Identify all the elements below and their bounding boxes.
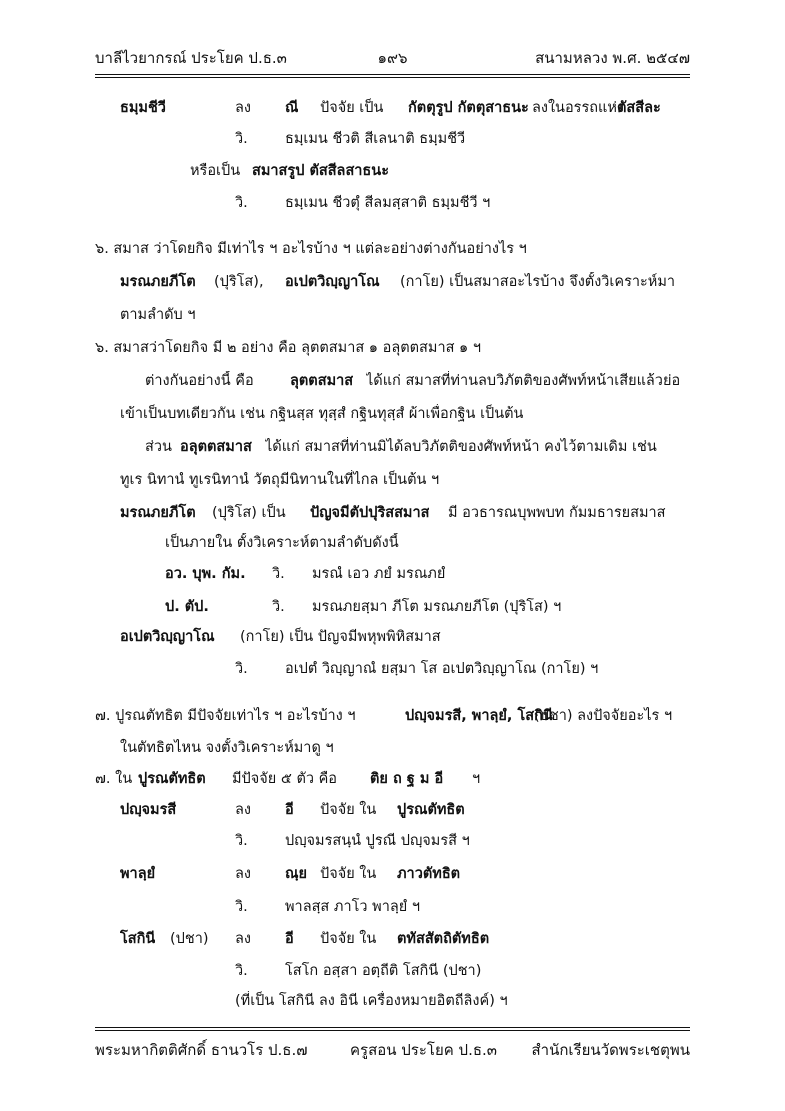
header-left: บาลีไวยากรณ์ ประโยค ป.ธ.๓	[95, 49, 287, 67]
q7-line1-a: ๗. ปูรณตัทธิต มีปัจจัยเท่าไร ฯ อะไรบ้าง ฯ	[95, 708, 356, 724]
b1-vi-2: วิ.	[235, 195, 248, 211]
a7-e1-suffix: อี	[285, 802, 294, 818]
a7-e3-lng: ลง	[235, 931, 251, 947]
header-right: สนามหลวง พ.ศ. ๒๕๔๗	[535, 49, 690, 67]
a7-e2-pc: ปัจจัย ใน	[320, 866, 377, 882]
b1-vi1-text: ธมฺเมน ชีวติ สีเลนาติ ธมฺมชีวี	[285, 131, 466, 147]
b1-alt-b: สมาสรูป ตัสสีลสาธนะ	[252, 163, 389, 179]
a6-p1-line2: เข้าเป็นบทเดียวกัน เช่น กฐินสฺส ทุสฺสํ กฐินทุสฺสํ ผ้าเพื่อกฐิน เป็นต้น	[120, 406, 524, 422]
a7-e2-suffix: ณฺย	[285, 866, 307, 882]
q6-w2-note: (กาโย) เป็นสมาสอะไรบ้าง จึงตั้งวิเคราะห์มา	[400, 274, 676, 290]
a7-line1-a: ๗. ใน	[95, 771, 133, 787]
a7-e3-vi-text: โสโก อสฺสา อตฺถีติ โสกินี (ปชา)	[285, 963, 482, 979]
footer-left: พระมหากิตติศักดิ์ ธานวโร ป.ธ.๗	[95, 1041, 308, 1059]
a7-line1-e: ฯ	[472, 771, 481, 787]
a6-m1: มรณภยภีโต	[120, 505, 196, 521]
q6-line1: ๖. สมาส ว่าโดยกิจ มีเท่าไร ฯ อะไรบ้าง ฯ แต่ละอย่างต่างกันอย่างไร ฯ	[95, 241, 527, 257]
a6-p2-a: ส่วน	[145, 439, 172, 455]
b1-vi2-text: ธมฺเมน ชีวตุํ สีลมสฺสาติ ธมฺมชีวี ฯ	[285, 195, 491, 211]
a7-e3-word: โสกินี	[120, 931, 156, 947]
a6-p1-c: ได้แก่ สมาสที่ท่านลบวิภัตติของศัพท์หน้าเสียแล้วย่อ	[366, 373, 681, 389]
footer-rule-thin	[95, 1027, 690, 1028]
a7-e3-pc: ปัจจัย ใน	[320, 931, 377, 947]
a7-e1-vi: วิ.	[235, 833, 248, 849]
a7-line1-b: ปูรณตัทธิต	[138, 771, 206, 787]
page-number: ๑๙๖	[377, 49, 408, 67]
q7-line1-b: ปญฺจมรสี, พาลฺยํ, โสกินี	[405, 708, 553, 724]
q6-line3: ตามลำดับ ฯ	[120, 307, 196, 323]
a6-m1-d: มี อวธารณบุพพบท กัมมธารยสมาส	[448, 505, 666, 521]
a7-e3-vi: วิ.	[235, 963, 248, 979]
a7-e1-vi-text: ปญฺจมรสนฺนํ ปูรณี ปญฺจมรสี ฯ	[285, 833, 470, 849]
a7-e1-word: ปญฺจมรสี	[120, 802, 177, 818]
q6-w2: อเปตวิญฺญาโณ	[285, 274, 380, 290]
header-rule-thick	[95, 74, 690, 75]
a7-e3-note2: (ที่เป็น โสกินี ลง อินี เครื่องหมายอิตถีลิงค์) ฯ	[235, 993, 508, 1009]
b1-kat-rup: กัตตุรูป กัตตุสาธนะ	[408, 100, 529, 116]
a6-p2-line2: ทูเร นิทานํ ทูเรนิทานํ วัตถุมีนิทานในที่ไกล เป็นต้น ฯ	[120, 472, 440, 488]
q6-w1-note: (ปุริโส),	[214, 274, 264, 290]
a6-m2: อเปตวิญฺญาโณ	[120, 629, 215, 645]
header-rule-thin	[95, 77, 690, 78]
a7-e1-pc: ปัจจัย ใน	[320, 802, 377, 818]
page-header	[95, 48, 690, 70]
a6-m1-line2: เป็นภายใน ตั้งวิเคราะห์ตามลำดับดังนี้	[165, 535, 399, 551]
q7-line2: ในตัทธิตไหน จงตั้งวิเคราะห์มาดู ฯ	[120, 740, 334, 756]
a7-e2-vi: วิ.	[235, 899, 248, 915]
a6-pt-text: มรณภยสฺมา ภีโต มรณภยภีโต (ปุริโส) ฯ	[312, 599, 562, 615]
footer-right: สำนักเรียนวัดพระเชตุพน	[531, 1041, 690, 1059]
a6-pt-vi: วิ.	[272, 599, 285, 615]
b1-suffix: ณี	[285, 100, 299, 116]
a7-e1-lng: ลง	[235, 802, 251, 818]
b1-rest-b: ลงในอรรถแห่ง	[532, 100, 625, 116]
q6-w1: มรณภยภีโต	[120, 274, 196, 290]
b1-alt-a: หรือเป็น	[190, 163, 241, 179]
q7-line1-c: (ปชา) ลงปัจจัยอะไร ฯ	[534, 708, 673, 724]
footer-center: ครูสอน ประโยค ป.ธ.๓	[350, 1041, 498, 1059]
footer-rule-thick	[95, 1030, 690, 1031]
a7-line1-c: มีปัจจัย ๕ ตัว คือ	[232, 771, 338, 787]
a7-e3-taddhita: ตทัสสัตถิตัทธิต	[397, 931, 490, 947]
b1-tas-sila: ตัสสีละ	[617, 100, 661, 116]
b1-vi-1: วิ.	[235, 131, 248, 147]
b1-word: ธมฺมชีวี	[120, 100, 166, 116]
a7-e1-taddhita: ปูรณตัทธิต	[397, 802, 465, 818]
a7-e2-word: พาลฺยํ	[120, 866, 156, 882]
a7-e3-note: (ปชา)	[170, 931, 209, 947]
page-footer	[95, 1040, 690, 1062]
a6-av-text: มรณํ เอว ภยํ มรณภยํ	[312, 566, 446, 582]
a7-e2-lng: ลง	[235, 866, 251, 882]
a6-p1-b: ลุตตสมาส	[290, 373, 354, 389]
a6-m2-text: อเปตํ วิญฺญาณํ ยสฺมา โส อเปตวิญฺญาโณ (กาโย) ฯ	[285, 661, 599, 677]
a6-p1-a: ต่างกันอย่างนี้ คือ	[145, 373, 254, 389]
a6-m1-b: (ปุริโส) เป็น	[212, 505, 286, 521]
a7-e2-vi-text: พาลสฺส ภาโว พาลฺยํ ฯ	[285, 899, 420, 915]
a6-p2-c: ได้แก่ สมาสที่ท่านมิได้ลบวิภัตติของศัพท์หน้า คงไว้ตามเดิม เช่น	[265, 439, 657, 455]
a7-e3-suffix: อี	[285, 931, 294, 947]
a6-av-label: อว. บุพ. กัม.	[165, 566, 246, 582]
a6-m2-b: (กาโย) เป็น ปัญจมีพหุพพิหิสมาส	[240, 629, 441, 645]
a7-line1-d: ติย ถ ฐ ม อี	[370, 771, 444, 787]
b1-rest-a: ปัจจัย เป็น	[320, 100, 384, 116]
a6-p2-b: อลุตตสมาส	[180, 439, 252, 455]
a6-m2-vi: วิ.	[235, 661, 248, 677]
a7-e2-taddhita: ภาวตัทธิต	[397, 866, 461, 882]
a6-m1-c: ปัญจมีตัปปุริสสมาส	[310, 505, 430, 521]
a6-av-vi: วิ.	[272, 566, 285, 582]
a6-line1: ๖. สมาสว่าโดยกิจ มี ๒ อย่าง คือ ลุตตสมาส ๑ อลุตตสมาส ๑ ฯ	[95, 340, 482, 356]
a6-pt-label: ป. ตัป.	[165, 599, 209, 615]
b1-lng: ลง	[235, 100, 251, 116]
